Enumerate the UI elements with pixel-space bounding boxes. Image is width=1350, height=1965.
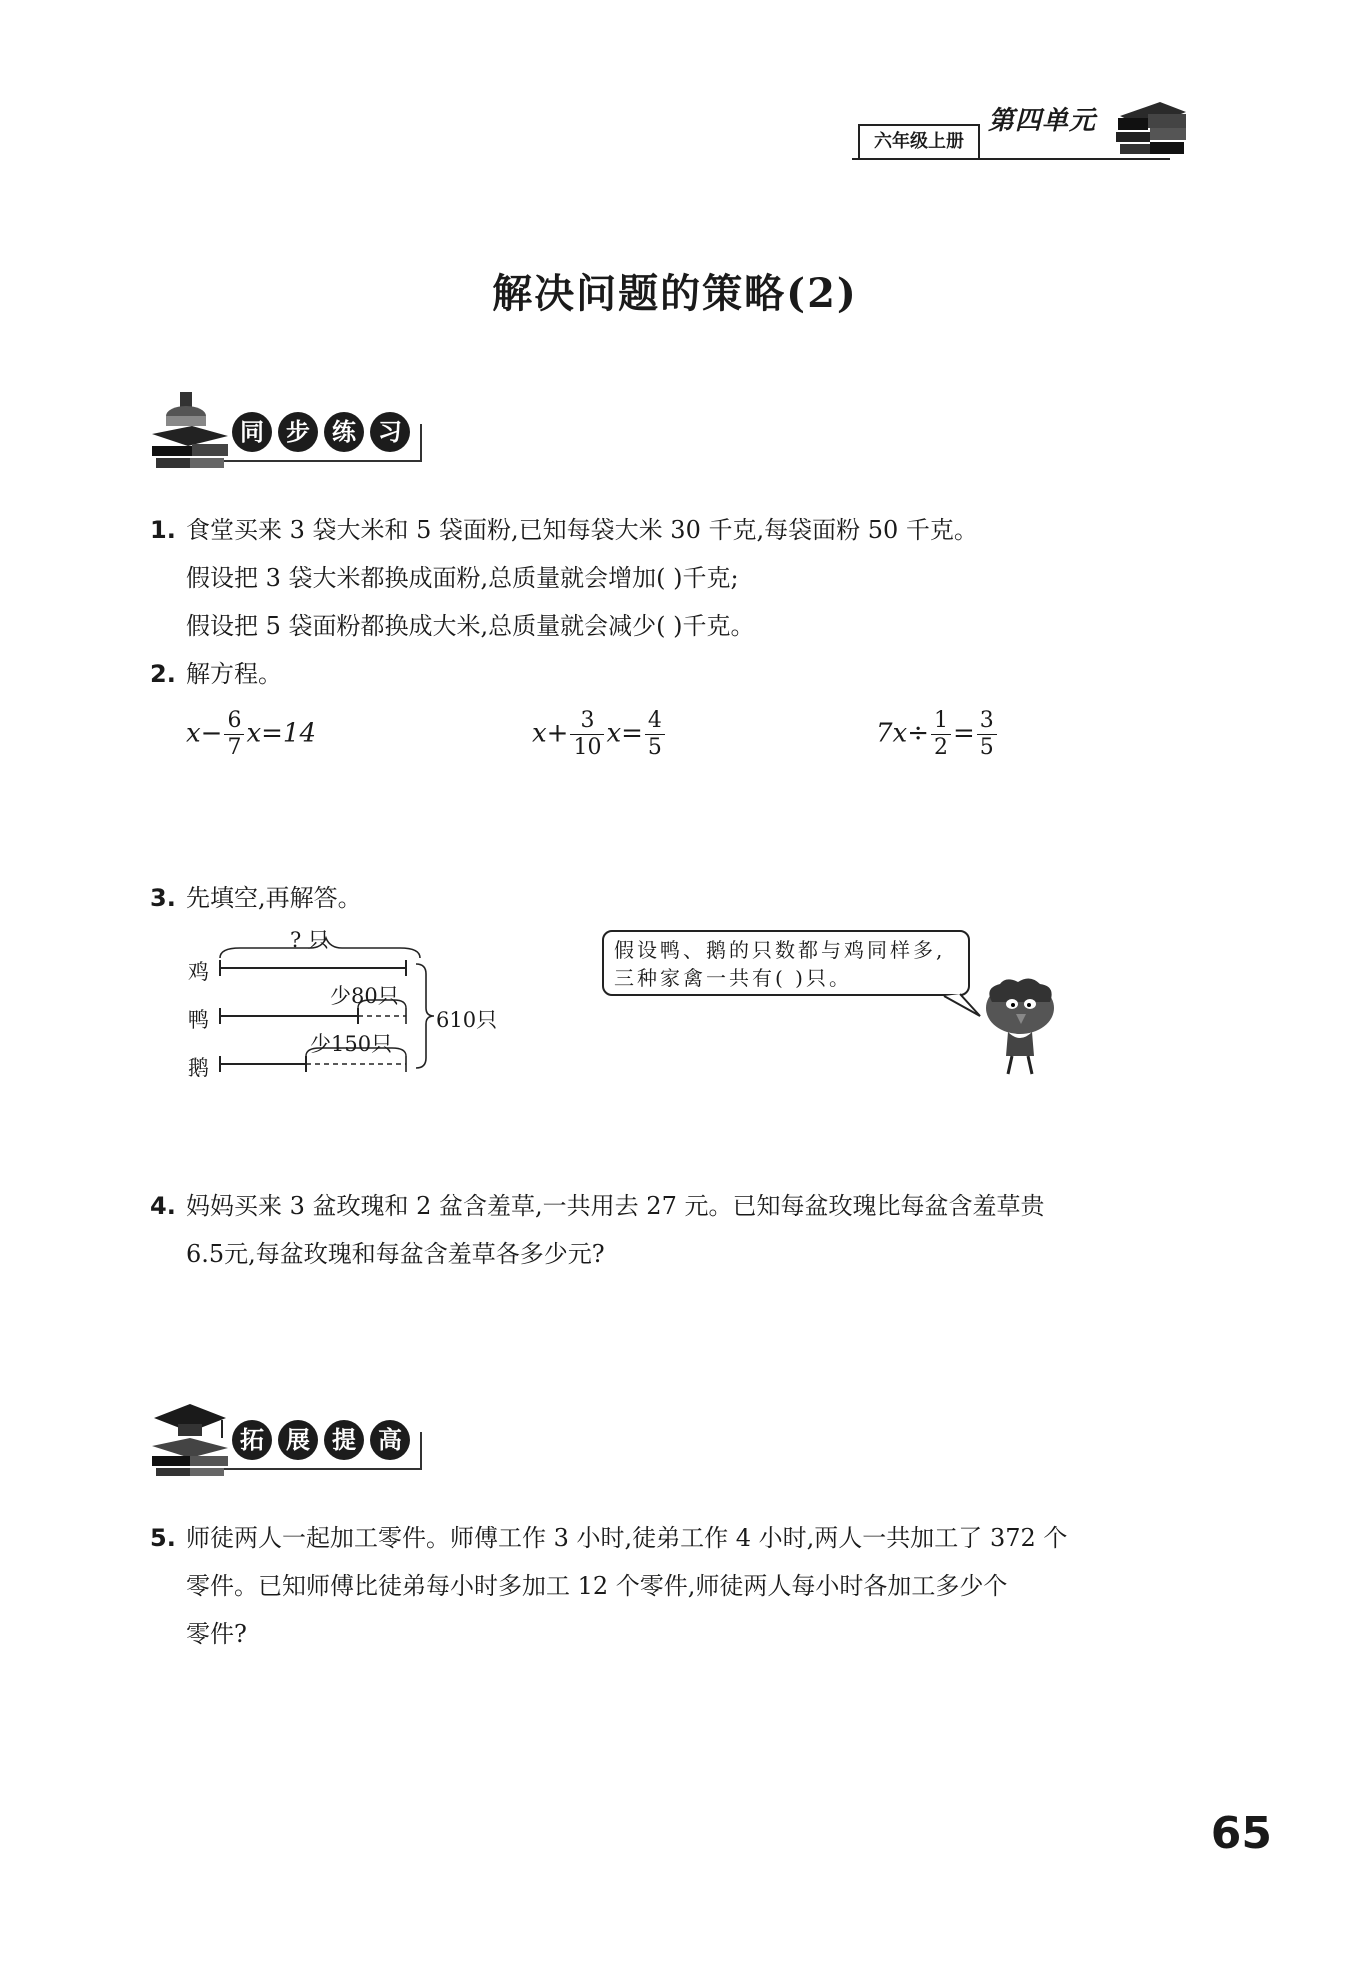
- section-extend-char-4: 高: [370, 1420, 410, 1460]
- diagram-top-label: ? 只: [290, 928, 329, 952]
- q1-line-3: 假设把 5 袋面粉都换成大米,总质量就会减少( )千克。: [186, 612, 755, 640]
- q2-number: 2.: [150, 660, 176, 688]
- q5-line-2: 零件。已知师傅比徒弟每小时多加工 12 个零件,师徒两人每小时各加工多少个: [186, 1572, 1008, 1600]
- label-less-150: 少150只: [310, 1032, 393, 1056]
- q4-number: 4.: [150, 1192, 176, 1220]
- q5-line-3: 零件?: [186, 1620, 247, 1648]
- grade-label: 六年级上册: [858, 124, 980, 160]
- grad-cap-books-icon: [148, 1398, 232, 1480]
- q3-number: 3.: [150, 884, 176, 912]
- bubble-line-1: 假设鸭、鹅的只数都与鸡同样多,: [614, 938, 946, 962]
- q3-text: 先填空,再解答。: [186, 884, 362, 912]
- section-practice-char-2: 步: [278, 412, 318, 452]
- q4-line-1: 妈妈买来 3 盆玫瑰和 2 盆含羞草,一共用去 27 元。已知每盆玫瑰比每盆含羞草贵: [186, 1192, 1045, 1220]
- page-title: 解决问题的策略(2): [492, 270, 858, 317]
- speech-bubble: [602, 930, 970, 996]
- q1-line-1: 食堂买来 3 袋大米和 5 袋面粉,已知每袋大米 30 千克,每袋面粉 50 千克。: [186, 516, 978, 544]
- q1-number: 1.: [150, 516, 176, 544]
- label-chicken: 鸡: [188, 960, 209, 984]
- equation-2: x+ $\frac{3}{10}$ x= $\frac{4}{5}$: [532, 708, 667, 761]
- section-extend-char-1: 拓: [232, 1420, 272, 1460]
- page-number: 65: [1210, 1808, 1272, 1859]
- label-goose: 鹅: [188, 1056, 209, 1080]
- books-icon: [1110, 88, 1190, 162]
- q2-text: 解方程。: [186, 660, 282, 688]
- label-total: 610只: [436, 1008, 498, 1032]
- lamp-books-icon: [148, 388, 232, 476]
- equation-3: 7x÷ $\frac{1}{2}$ = $\frac{3}{5}$: [876, 708, 999, 761]
- label-duck: 鸭: [188, 1008, 209, 1032]
- section-practice-char-1: 同: [232, 412, 272, 452]
- label-less-80: 少80只: [330, 984, 399, 1008]
- q5-line-1: 师徒两人一起加工零件。师傅工作 3 小时,徒弟工作 4 小时,两人一共加工了 372 个: [186, 1524, 1068, 1552]
- goose-character-icon: [976, 974, 1064, 1080]
- bubble-line-2: 三种家禽一共有( )只。: [614, 966, 852, 990]
- q5-number: 5.: [150, 1524, 176, 1552]
- section-extend-char-3: 提: [324, 1420, 364, 1460]
- section-practice-char-3: 练: [324, 412, 364, 452]
- q1-line-2: 假设把 3 袋大米都换成面粉,总质量就会增加( )千克;: [186, 564, 739, 592]
- q4-line-2: 6.5元,每盆玫瑰和每盆含羞草各多少元?: [186, 1240, 605, 1268]
- section-extend-char-2: 展: [278, 1420, 318, 1460]
- equation-1: x− $\frac{6}{7}$ x=14: [186, 708, 316, 760]
- unit-label: 第四单元: [988, 106, 1097, 136]
- section-practice-char-4: 习: [370, 412, 410, 452]
